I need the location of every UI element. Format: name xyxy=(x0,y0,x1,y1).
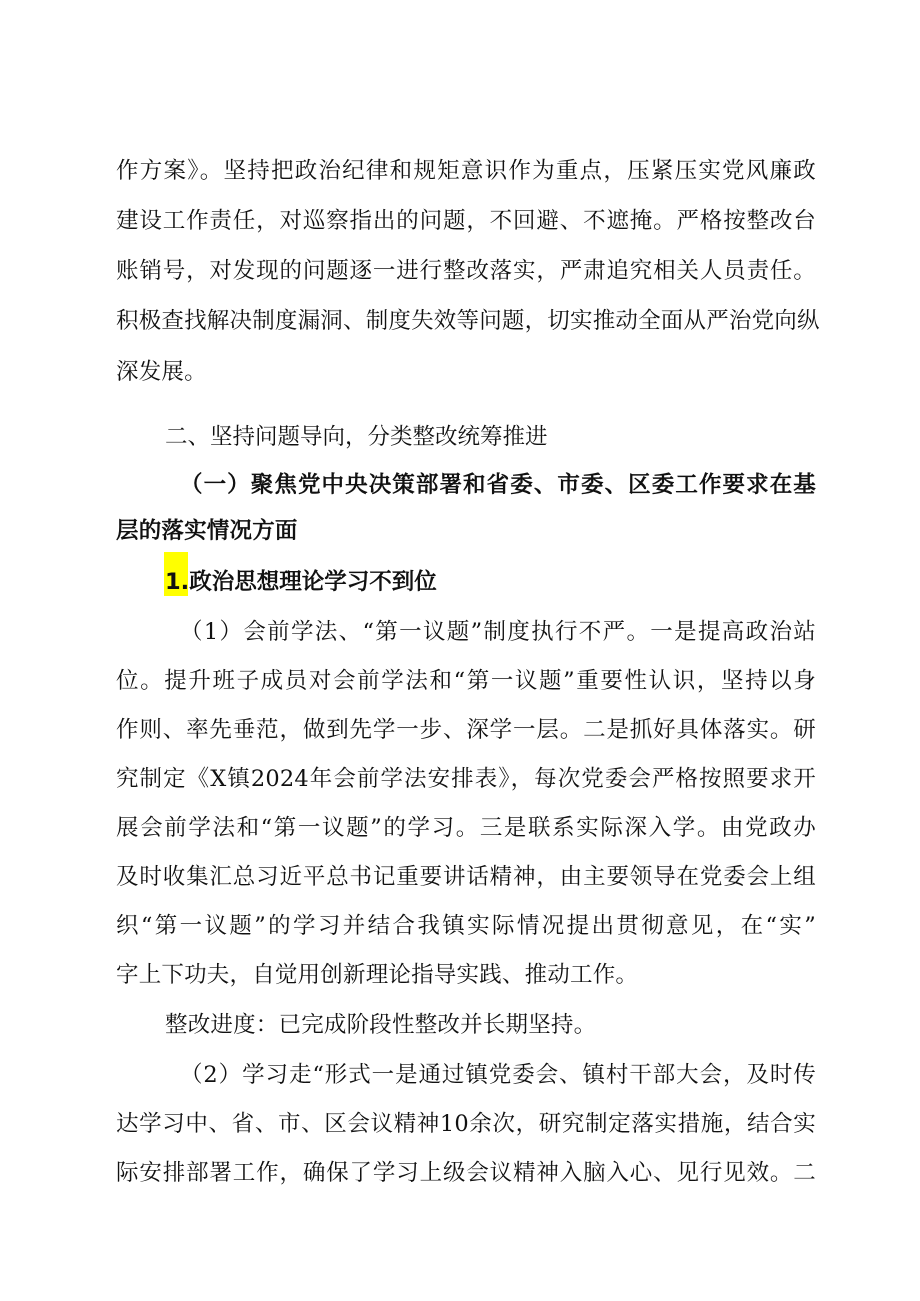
para2-line-7: 织“第一议题”的学习并结合我镇实际情况提出贯彻意见，在“实” xyxy=(116,913,816,939)
para1-line-3: 账销号，对发现的问题逐一进行整改落实，严肃追究相关人员责任。 xyxy=(116,258,816,284)
para1-line-1: 作方案》。坚持把政治纪律和规矩意识作为重点，压紧压实党风廉政 xyxy=(116,158,816,184)
para2-line-5: 展会前学法和“第一议题”的学习。三是联系实际深入学。由党政办 xyxy=(116,815,816,841)
para2-line-1: （1）会前学法、“第一议题”制度执行不严。一是提高政治站 xyxy=(180,619,816,645)
para1-line-4: 积极查找解决制度漏洞、制度失效等问题，切实推动全面从严治党向纵 xyxy=(116,308,820,334)
para3-line-2: 达学习中、省、市、区会议精神10余次，研究制定落实措施，结合实 xyxy=(116,1111,816,1137)
para2-line-6: 及时收集汇总习近平总书记重要讲话精神，由主要领导在党委会上组 xyxy=(116,864,816,890)
para3-line-3: 际安排部署工作，确保了学习上级会议精神入脑入心、见行见效。二 xyxy=(116,1160,816,1186)
subsection-heading-line-1: （一）聚焦党中央决策部署和省委、市委、区委工作要求在基 xyxy=(180,472,816,498)
subsection-heading-line-2: 层的落实情况方面 xyxy=(116,518,298,544)
para2-line-4: 究制定《X镇2024年会前学法安排表》，每次党委会严格按照要求开 xyxy=(116,766,816,792)
para1-line-2: 建设工作责任，对巡察指出的问题，不回避、不遮掩。严格按整改台 xyxy=(116,208,816,234)
para2-line-2: 位。提升班子成员对会前学法和“第一议题”重要性认识，坚持以身 xyxy=(116,668,816,694)
item-heading xyxy=(165,565,437,599)
para2-line-3: 作则、率先垂范，做到先学一步、深学一层。二是抓好具体落实。研 xyxy=(116,717,816,743)
para3-line-1: （2）学习走“形式一是通过镇党委会、镇村干部大会，及时传 xyxy=(180,1062,816,1088)
progress-note: 整改进度：已完成阶段性整改并长期坚持。 xyxy=(165,1012,597,1038)
item-title: 政治思想理论学习不到位 xyxy=(189,569,437,595)
para2-line-8: 字上下功夫，自觉用创新理论指导实践、推动工作。 xyxy=(116,962,639,988)
item-number: 1. xyxy=(165,569,190,595)
para1-line-5: 深发展。 xyxy=(116,359,207,385)
section-heading: 二、坚持问题导向，分类整改统筹推进 xyxy=(165,424,548,450)
